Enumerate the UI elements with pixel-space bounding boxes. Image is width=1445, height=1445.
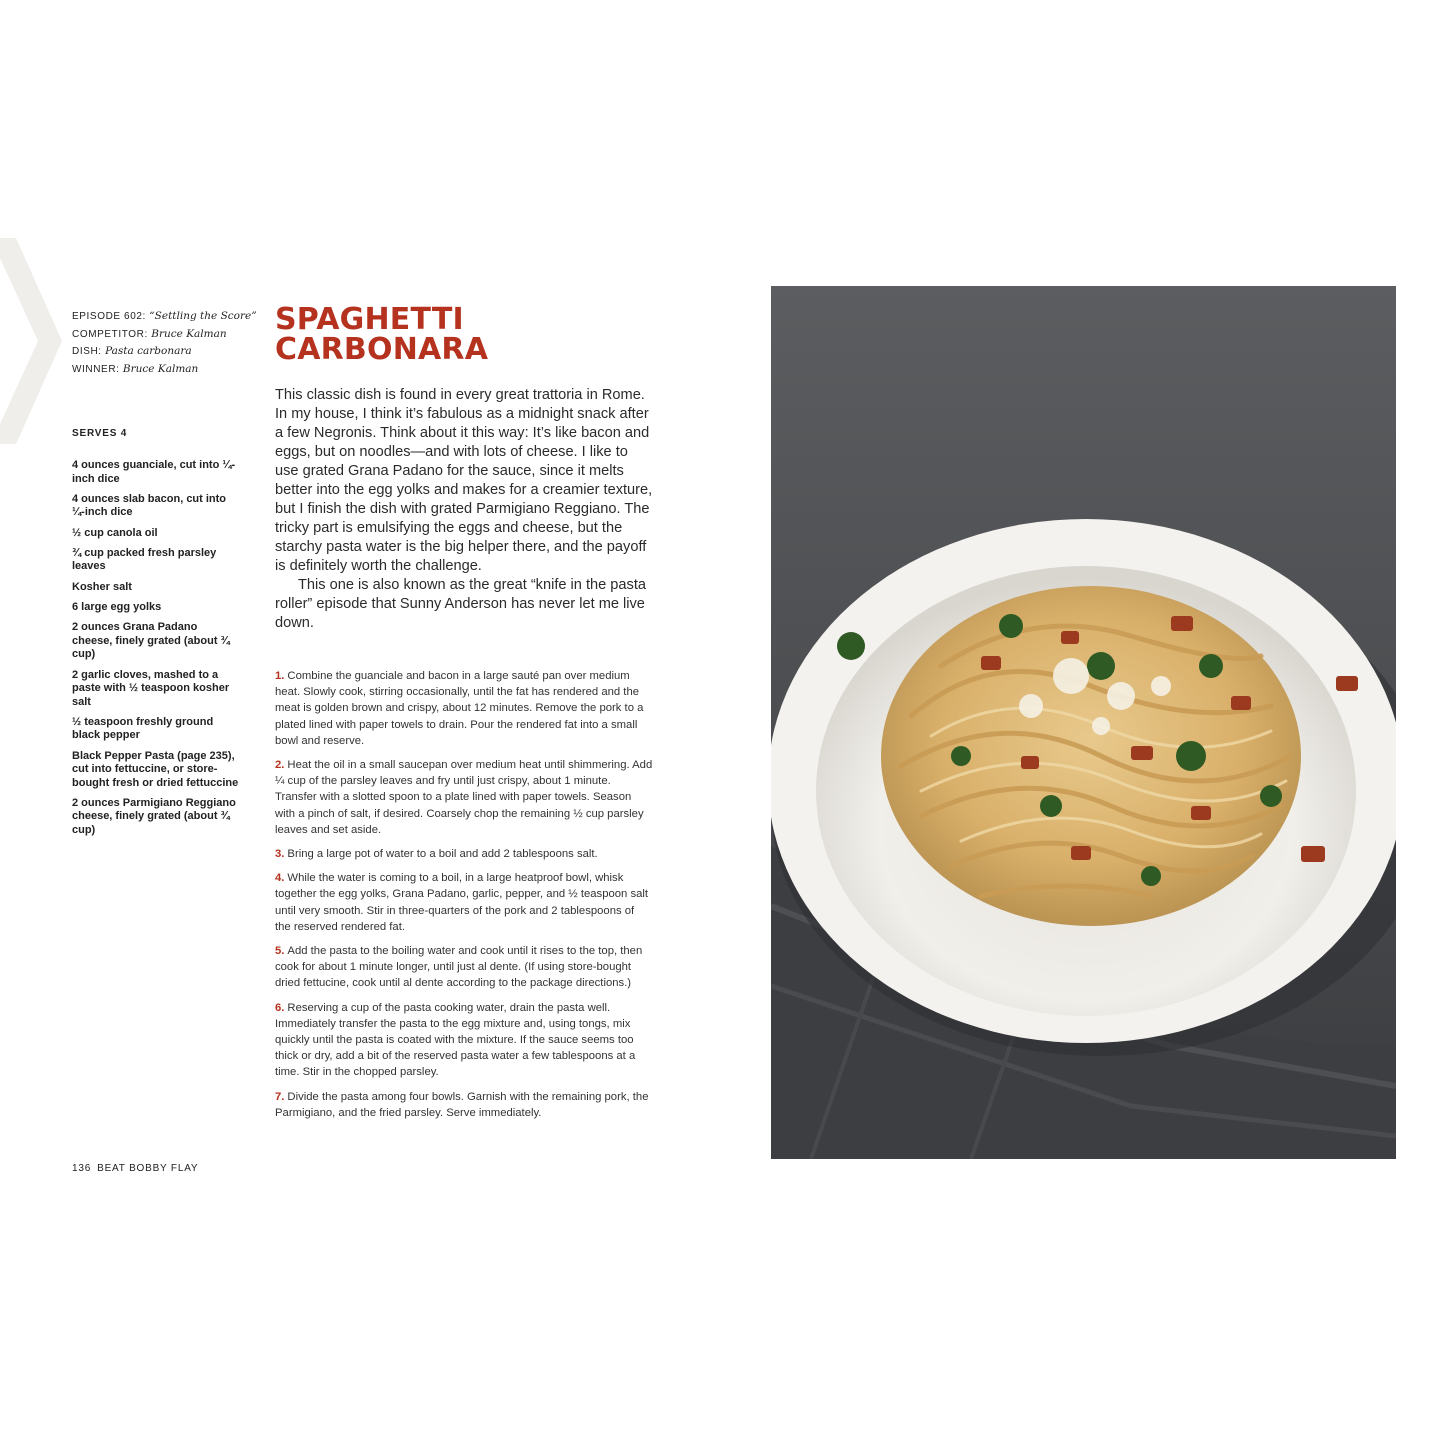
ingredient-item: 2 garlic cloves, mashed to a paste with ½ teaspoon kosher salt xyxy=(72,668,230,708)
episode-label: EPISODE 602: xyxy=(72,311,146,322)
episode-line xyxy=(72,308,272,326)
ingredient-list xyxy=(72,459,240,844)
method-step xyxy=(275,943,653,992)
step-text: Combine the guanciale and bacon in a large sauté pan over medium heat. Slowly cook, stirring occasionally, until the fat has rendered and the meat is golden brown and crispy, about 12 minutes. Remove the pork to a plated lined with paper towels to drain. Pour the rendered fat into a small bowl and reserve. xyxy=(275,670,644,747)
ingredient-item: ½ teaspoon freshly ground black pepper xyxy=(72,715,214,742)
ingredient-item: 6 large egg yolks xyxy=(72,600,162,613)
step-number: 2. xyxy=(275,759,285,772)
pasta-bowl-photo xyxy=(771,286,1396,1159)
step-text: Divide the pasta among four bowls. Garnish with the remaining pork, the Parmigiano, and the fried parsley. Serve immediately. xyxy=(275,1090,649,1119)
method-step xyxy=(275,1000,653,1081)
page-footer xyxy=(72,1163,198,1174)
method-step xyxy=(275,846,653,862)
ingredient-item: 4 ounces guanciale, cut into ¼-inch dice xyxy=(72,459,236,485)
decorative-chevron-icon xyxy=(0,238,62,444)
ingredient-item: 4 ounces slab bacon, cut into ¼-inch dice xyxy=(72,492,227,519)
step-number: 3. xyxy=(275,848,285,861)
dish-line xyxy=(72,343,272,361)
method-step xyxy=(275,757,653,838)
episode-info xyxy=(72,308,272,378)
recipe-intro xyxy=(275,386,655,633)
serves-label: SERVES 4 xyxy=(72,428,128,439)
winner-line xyxy=(72,361,272,379)
step-text: Bring a large pot of water to a boil and add 2 tablespoons salt. xyxy=(287,848,598,861)
ingredient-item: 2 ounces Parmigiano Reggiano cheese, finely grated (about ¾ cup) xyxy=(72,796,236,836)
intro-paragraph: This one is also known as the great “knife in the pasta roller” episode that Sunny Anderson has never let me live down. xyxy=(275,577,647,631)
book-title: BEAT BOBBY FLAY xyxy=(97,1163,199,1174)
step-number: 5. xyxy=(275,945,285,958)
ingredient-item: 2 ounces Grana Padano cheese, finely grated (about ¾ cup) xyxy=(72,621,230,661)
step-number: 7. xyxy=(275,1090,285,1103)
method-step xyxy=(275,668,653,749)
step-text: Add the pasta to the boiling water and cook until it rises to the top, then cook for about 1 minute longer, until just al dente. (If using store-bought dried fettucine, cook until al dente according to the package directions.) xyxy=(275,945,643,990)
ingredient-item: ½ cup canola oil xyxy=(72,526,158,539)
winner-label: WINNER: xyxy=(72,363,120,375)
competitor-line xyxy=(72,326,272,344)
step-number: 6. xyxy=(275,1001,285,1014)
step-number: 1. xyxy=(275,670,285,682)
dish-value: Pasta carbonara xyxy=(105,345,192,357)
method-steps xyxy=(275,668,653,1129)
competitor-value: Bruce Kalman xyxy=(151,327,227,340)
recipe-title-line2: CARBONARA xyxy=(275,332,489,367)
ingredient-item: Black Pepper Pasta (page 235), cut into fettuccine, or store-bought fresh or dried fettuccine xyxy=(72,749,239,789)
method-step xyxy=(275,870,653,935)
episode-value: “Settling the Score” xyxy=(149,310,257,322)
dish-label: DISH: xyxy=(72,346,102,357)
competitor-label: COMPETITOR: xyxy=(72,328,148,340)
intro-paragraph: This classic dish is found in every great trattoria in Rome. In my house, I think it’s fabulous as a midnight snack after a few Negronis. Think about it this way: It’s like bacon and eggs, but on noodles—and with lots of cheese. I like to use grated Grana Padano for the sauce, since it melts better into the egg yolks and makes for a creamier texture, but I finish the dish with grated Parmigiano Reggiano. The tricky part is emulsifying the eggs and cheese, but the starchy pasta water is the big helper there, and the payoff is definitely worth the challenge. xyxy=(275,387,653,574)
step-number: 4. xyxy=(275,872,285,885)
ingredient-item: Kosher salt xyxy=(72,580,132,593)
recipe-title-line1: SPAGHETTI xyxy=(275,302,464,337)
step-text: While the water is coming to a boil, in a large heatproof bowl, whisk together the egg yolks, Grana Padano, garlic, pepper, and ½ teaspoon salt until very smooth. Stir in three-quarters of the pork and 2 tablespoons of the reserved rendered fat. xyxy=(275,872,649,933)
step-text: Reserving a cup of the pasta cooking water, drain the pasta well. Immediately transfer the pasta to the egg mixture and, using tongs, mix quickly until the pasta is coated with the mixture. If the sauce seems too thick or dry, add a bit of the reserved pasta water a few tablespoons at a time. Stir in the chopped parsley. xyxy=(275,1001,636,1079)
step-text: Heat the oil in a small saucepan over medium heat until shimmering. Add ¼ cup of the parsley leaves and fry until just crispy, about 1 minute. Transfer with a slotted spoon to a plate lined with paper towels. Season with a pinch of salt, if desired. Coarsely chop the remaining ½ cup parsley leaves and set aside. xyxy=(275,759,653,836)
page-number: 136 xyxy=(72,1163,92,1174)
recipe-title xyxy=(275,302,695,367)
winner-value: Bruce Kalman xyxy=(122,362,199,375)
method-step xyxy=(275,1089,653,1121)
ingredient-item: ¾ cup packed fresh parsley leaves xyxy=(72,546,217,573)
